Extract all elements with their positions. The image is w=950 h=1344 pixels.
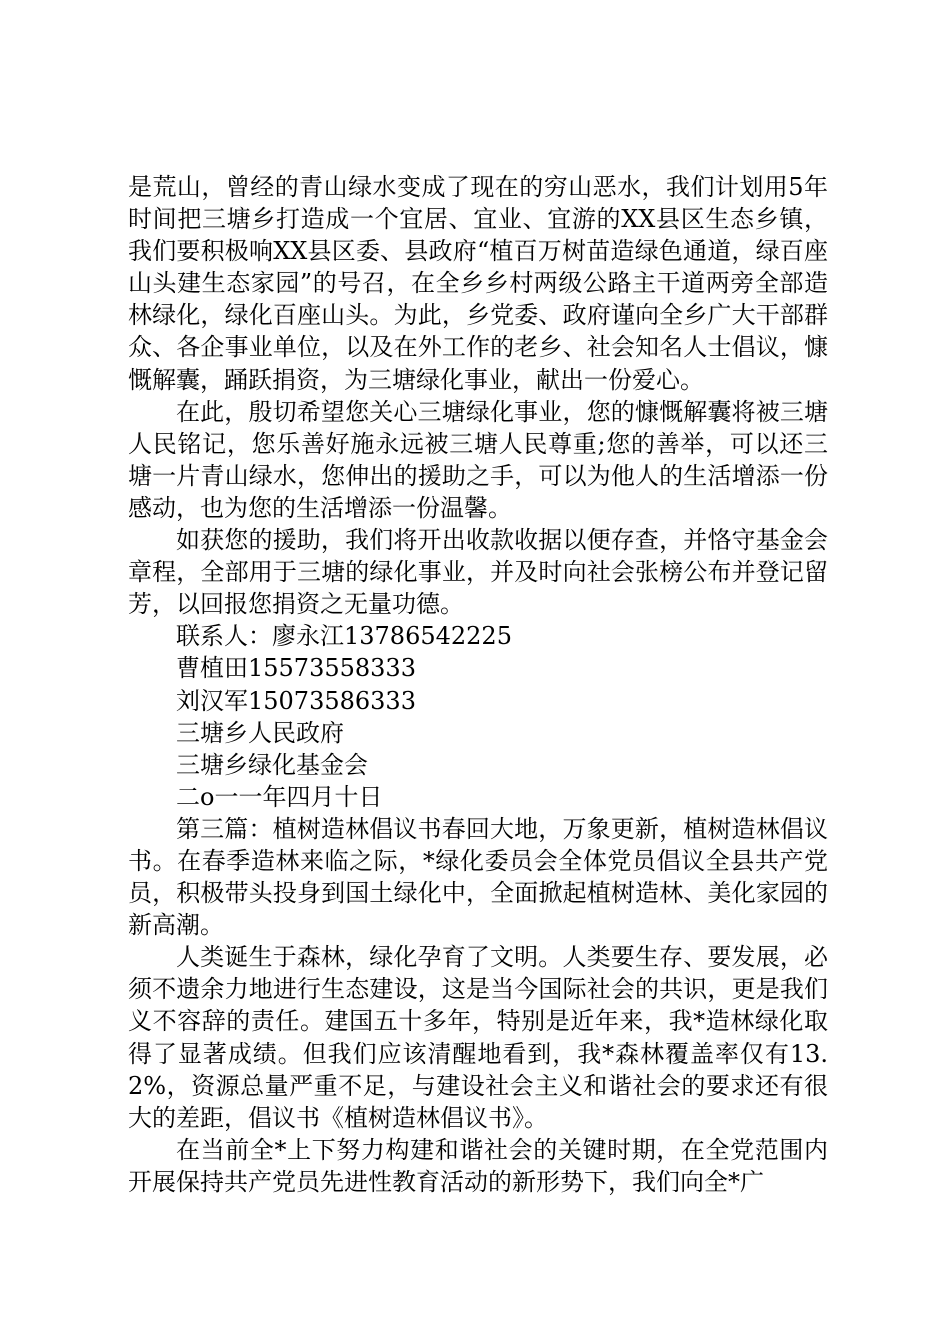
document-page bbox=[128, 171, 828, 1198]
contact-line-3: 刘汉军15073586333 bbox=[176, 686, 416, 715]
paragraph-1: 是荒山，曾经的青山绿水变成了现在的穷山恶水，我们计划用5年时间把三塘乡打造成一个宜居、宜业、宜游的XX县区生态乡镇，我们要积极响XX县区委、县政府“植百万树苗造绿色通道，绿百座山头建生态家园”的号召，在全乡乡村两级公路主干道两旁全部造林绿化，绿化百座山头。为此，乡党委、政府谨向全乡广大干部群众、各企事业单位，以及在外工作的老乡、社会知名人士倡议，慷慨解囊，踊跃捐资，为三塘绿化事业，献出一份爱心。 bbox=[128, 173, 828, 394]
paragraph-5: 人类诞生于森林，绿化孕育了文明。人类要生存、要发展，必须不遗余力地进行生态建设，这是当今国际社会的共识，更是我们义不容辞的责任。建国五十多年，特别是近年来，我*造林绿化取得了显著成绩。但我们应该清醒地看到，我*森林覆盖率仅有13.2%，资源总量严重不足，与建设社会主义和谐社会的要求还有很大的差距，倡议书《植树造林倡议书》。 bbox=[128, 943, 828, 1132]
contact-line-2: 曹植田15573558333 bbox=[176, 654, 416, 683]
signature-government: 三塘乡人民政府 bbox=[176, 718, 344, 747]
paragraph-6: 在当前全*上下努力构建和谐社会的关键时期，在全党范围内开展保持共产党员先进性教育活动的新形势下，我们向全*广 bbox=[128, 1135, 828, 1196]
contact-line-1: 联系人：廖永江13786542225 bbox=[176, 622, 512, 651]
signature-foundation: 三塘乡绿化基金会 bbox=[176, 750, 368, 779]
paragraph-3: 如获您的援助，我们将开出收款收据以便存查，并恪守基金会章程，全部用于三塘的绿化事业，并及时向社会张榜公布并登记留芳，以回报您捐资之无量功德。 bbox=[128, 526, 828, 619]
paragraph-4: 第三篇：植树造林倡议书春回大地，万象更新，植树造林倡议书。在春季造林来临之际，*绿化委员会全体党员倡议全县共产党员，积极带头投身到国土绿化中，全面掀起植树造林、美化家园的新高潮。 bbox=[128, 814, 828, 940]
paragraph-2: 在此，殷切希望您关心三塘绿化事业，您的慷慨解囊将被三塘人民铭记，您乐善好施永远被三塘人民尊重;您的善举，可以还三塘一片青山绿水，您伸出的援助之手，可以为他人的生活增添一份感动，也为您的生活增添一份温馨。 bbox=[128, 397, 828, 522]
signature-date: 二o一一年四月十日 bbox=[176, 782, 383, 811]
